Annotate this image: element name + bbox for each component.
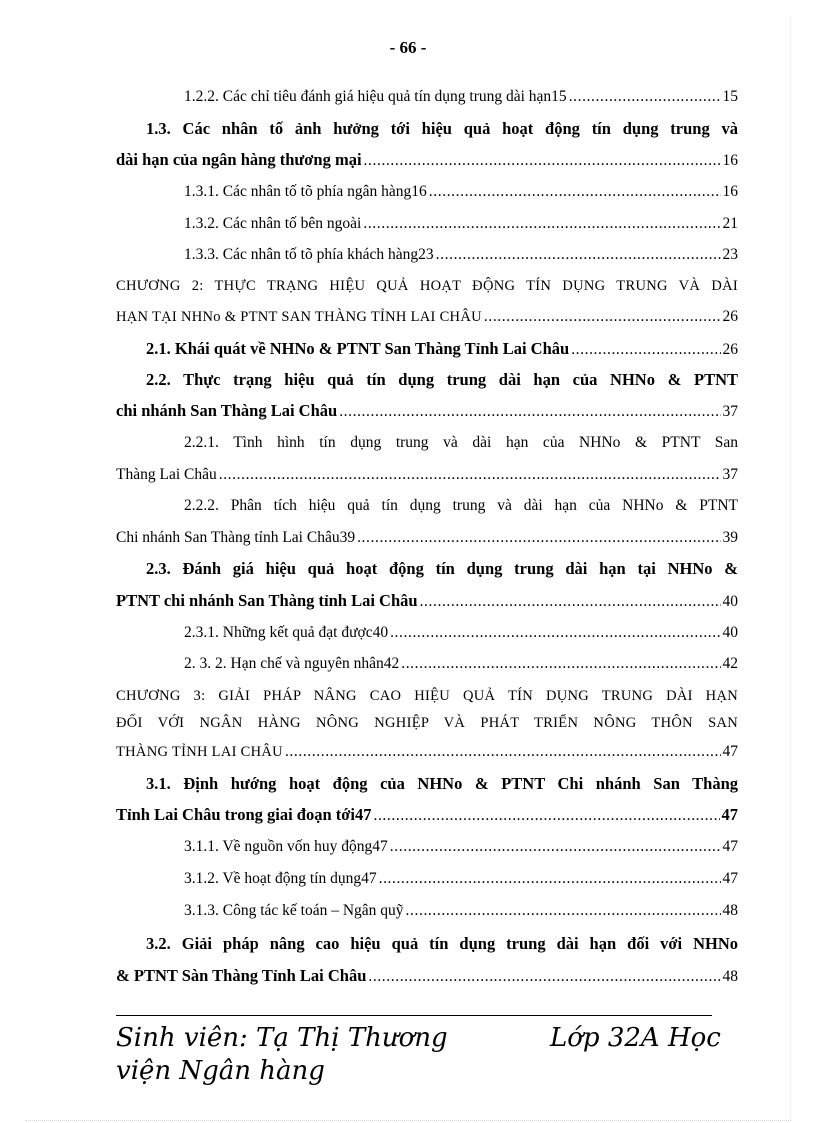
toc-page-number: 39 bbox=[722, 529, 738, 546]
page-number: - 66 - bbox=[389, 38, 427, 57]
toc-entry-2-2-2[interactable] bbox=[116, 496, 738, 516]
toc-entry-2-2-cont[interactable] bbox=[116, 401, 738, 422]
toc-entry-chapter-3-end[interactable] bbox=[116, 742, 738, 762]
leader-dots bbox=[379, 869, 721, 889]
leader-dots bbox=[420, 592, 721, 612]
toc-entry-text: & PTNT Sàn Thàng Tỉnh Lai Châu bbox=[116, 966, 367, 985]
leader-dots bbox=[364, 151, 721, 171]
toc-page-number: 15 bbox=[722, 88, 738, 105]
toc-entry-text: CHƯƠNG 3: GIẢI PHÁP NÂNG CAO HIỆU QUẢ TÍN DỤNG TRUNG DÀI HẠN bbox=[116, 688, 738, 704]
toc-entry-3-2-cont[interactable] bbox=[116, 966, 738, 987]
leader-dots bbox=[363, 214, 720, 234]
toc-entry-text: 1.2.2. Các chỉ tiêu đánh giá hiệu quả tín dụng trung dài hạn15 bbox=[184, 88, 567, 105]
toc-page-number: 48 bbox=[722, 902, 738, 919]
leader-dots bbox=[436, 245, 721, 265]
toc-entry-2-1[interactable] bbox=[116, 339, 738, 360]
toc-entry-text: 3.2. Giải pháp nâng cao hiệu quả tín dụng trung dài hạn đối với NHNo bbox=[146, 934, 738, 953]
toc-entry-3-1-cont[interactable] bbox=[116, 805, 738, 826]
toc-entry-text: HẠN TẠI NHNo & PTNT SAN THÀNG TỈNH LAI CHÂU bbox=[116, 309, 482, 325]
toc-page-number: 23 bbox=[722, 246, 738, 263]
toc-page-number: 26 bbox=[722, 308, 738, 325]
toc-entry-text: 1.3.1. Các nhân tố tõ phía ngân hàng16 bbox=[184, 183, 427, 200]
toc-page-number: 47 bbox=[721, 805, 738, 824]
toc-entry-text: 2.3. Đánh giá hiệu quả hoạt động tín dụng trung dài hạn tại NHNo & bbox=[146, 559, 738, 578]
footer-divider bbox=[116, 1015, 712, 1016]
toc-page-number: 42 bbox=[722, 655, 738, 672]
toc-entry-2-2[interactable] bbox=[116, 370, 738, 390]
leader-dots bbox=[373, 806, 719, 826]
toc-page-number: 37 bbox=[722, 403, 738, 420]
leader-dots bbox=[406, 901, 721, 921]
page-right-edge bbox=[790, 18, 791, 1120]
toc-entry-1-3-cont[interactable] bbox=[116, 150, 738, 171]
toc-page-number: 47 bbox=[722, 743, 738, 760]
toc-entry-1-3-1[interactable] bbox=[116, 182, 738, 202]
toc-entry-2-3-2[interactable] bbox=[116, 654, 738, 674]
toc-page-number: 47 bbox=[722, 838, 738, 855]
toc-entry-3-1-2[interactable] bbox=[116, 869, 738, 889]
toc-entry-text: 2.3.1. Những kết quả đạt được40 bbox=[184, 624, 389, 641]
toc-entry-text: 2.2. Thực trạng hiệu quả tín dụng trung dài hạn của NHNo & PTNT bbox=[146, 370, 738, 389]
leader-dots bbox=[569, 87, 721, 107]
toc-entry-1-3-3[interactable] bbox=[116, 245, 738, 265]
toc-page-number: 16 bbox=[722, 152, 738, 169]
toc-entry-text: 1.3. Các nhân tố ảnh hưởng tới hiệu quả hoạt động tín dụng trung và bbox=[146, 119, 738, 138]
footer-institution: viện Ngân hàng bbox=[116, 1056, 325, 1086]
page-bottom-edge bbox=[25, 1120, 791, 1121]
leader-dots bbox=[339, 402, 720, 422]
toc-entry-2-2-1[interactable] bbox=[116, 433, 738, 453]
toc-entry-chapter-2[interactable] bbox=[116, 276, 738, 296]
toc-entry-text: THÀNG TỈNH LAI CHÂU bbox=[116, 744, 283, 760]
leader-dots bbox=[390, 623, 720, 643]
toc-page-number: 47 bbox=[722, 870, 738, 887]
toc-page-number: 40 bbox=[722, 624, 738, 641]
toc-entry-2-2-2-cont[interactable] bbox=[116, 528, 738, 548]
toc-page-number: 37 bbox=[722, 466, 738, 483]
toc-entry-3-1[interactable] bbox=[116, 774, 738, 794]
toc-entry-text: Thàng Lai Châu bbox=[116, 466, 217, 483]
leader-dots bbox=[390, 837, 721, 857]
toc-entry-text: CHƯƠNG 2: THỰC TRẠNG HIỆU QUẢ HOẠT ĐỘNG TÍN DỤNG TRUNG VÀ DÀI bbox=[116, 278, 738, 294]
leader-dots bbox=[357, 528, 720, 548]
toc-page-number: 48 bbox=[722, 968, 738, 985]
leader-dots bbox=[401, 654, 720, 674]
leader-dots bbox=[429, 182, 721, 202]
toc-entry-text: 2.2.1. Tình hình tín dụng trung và dài hạn của NHNo & PTNT San bbox=[184, 434, 738, 451]
toc-entry-chapter-2-cont[interactable] bbox=[116, 307, 738, 327]
toc-entry-text: 2. 3. 2. Hạn chế và nguyên nhân42 bbox=[184, 655, 400, 672]
leader-dots bbox=[368, 967, 720, 987]
toc-entry-text: 3.1.1. Về nguồn vốn huy động47 bbox=[184, 838, 388, 855]
toc-entry-text: chi nhánh San Thàng Lai Châu bbox=[116, 401, 338, 420]
toc-page-number: 16 bbox=[722, 183, 738, 200]
toc-entry-3-1-3[interactable] bbox=[116, 901, 738, 921]
toc-entry-text: dài hạn của ngân hàng thương mại bbox=[116, 150, 362, 169]
toc-entry-1-3-2[interactable] bbox=[116, 214, 738, 234]
toc-entry-1-3[interactable] bbox=[116, 119, 738, 139]
toc-entry-1-2-2[interactable] bbox=[116, 87, 738, 107]
toc-entry-text: ĐỐI VỚI NGÂN HÀNG NÔNG NGHIỆP VÀ PHÁT TRIỂN NÔNG THÔN SAN bbox=[116, 715, 738, 731]
toc-entry-2-3[interactable] bbox=[116, 559, 738, 579]
leader-dots bbox=[571, 340, 720, 360]
toc-entry-2-3-1[interactable] bbox=[116, 623, 738, 643]
toc-entry-text: 2.2.2. Phân tích hiệu quả tín dụng trung và dài hạn của NHNo & PTNT bbox=[184, 497, 738, 514]
leader-dots bbox=[484, 307, 721, 327]
leader-dots bbox=[219, 465, 721, 485]
toc-page-number: 40 bbox=[722, 593, 738, 610]
footer-class: Lớp 32A Học bbox=[550, 1023, 721, 1053]
toc-entry-text: Chi nhánh San Thàng tỉnh Lai Châu39 bbox=[116, 529, 356, 546]
toc-entry-text: 3.1.3. Công tác kế toán – Ngân quỹ bbox=[184, 902, 404, 919]
footer-student: Sinh viên: Tạ Thị Thương bbox=[116, 1023, 448, 1053]
toc-entry-text: 2.1. Khái quát về NHNo & PTNT San Thàng Tỉnh Lai Châu bbox=[146, 339, 570, 358]
toc-entry-chapter-3-cont[interactable] bbox=[116, 713, 738, 733]
toc-entry-text: 3.1. Định hướng hoạt động của NHNo & PTNT Chi nhánh San Thàng bbox=[146, 774, 738, 793]
toc-entry-2-2-1-cont[interactable] bbox=[116, 465, 738, 485]
toc-entry-text: 1.3.3. Các nhân tố tõ phía khách hàng23 bbox=[184, 246, 434, 263]
toc-entry-chapter-3[interactable] bbox=[116, 686, 738, 706]
toc-entry-text: 3.1.2. Về hoạt động tín dụng47 bbox=[184, 870, 377, 887]
toc-page-number: 21 bbox=[722, 215, 738, 232]
toc-entry-3-2[interactable] bbox=[116, 934, 738, 954]
toc-entry-text: 1.3.2. Các nhân tố bên ngoài bbox=[184, 215, 362, 232]
toc-entry-2-3-cont[interactable] bbox=[116, 591, 738, 612]
leader-dots bbox=[285, 742, 721, 762]
toc-entry-3-1-1[interactable] bbox=[116, 837, 738, 857]
toc-page-number: 26 bbox=[722, 341, 738, 358]
toc-entry-text: PTNT chi nhánh San Thàng tỉnh Lai Châu bbox=[116, 591, 418, 610]
toc-entry-text: Tỉnh Lai Châu trong giai đoạn tới47 bbox=[116, 805, 372, 824]
